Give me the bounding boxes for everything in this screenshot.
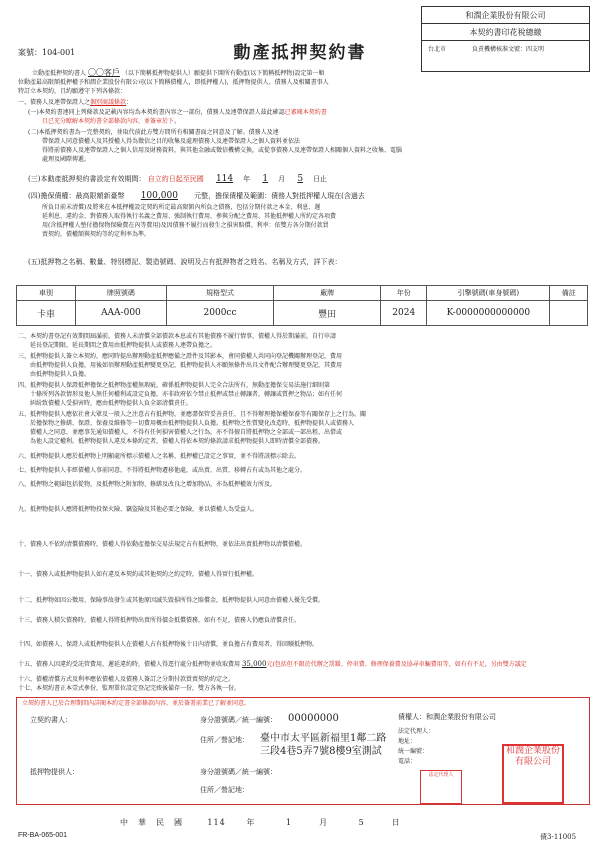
header-engine: 引擎號碼(車身號碼) xyxy=(427,286,550,301)
clause1-b4: 處理及國際傳遞。 xyxy=(42,156,91,163)
header-spec: 規格型式 xyxy=(166,286,273,301)
cell-year: 2024 xyxy=(381,301,427,326)
header-note: 備註 xyxy=(550,286,588,301)
clause14: 十四、如債務人、保證人或抵押物提供人在債權人占有抵押物後十日內清償，並負擔占有費用者，得回贖抵押物。 xyxy=(18,641,319,648)
table-header-row xyxy=(17,286,588,301)
id-value: 00000000 xyxy=(288,713,339,724)
cell-type: 卡車 xyxy=(17,301,76,326)
cell-note xyxy=(550,301,588,326)
stamp-office: 台北市 xyxy=(428,46,447,53)
clause3c: 由抵押物提供人負擔。 xyxy=(18,371,91,378)
form-version: 債3-11005 xyxy=(540,833,577,841)
clause10: 十、債務人不依約清償債務時，債權人得依動產擔保交易法規定占有抵押物，並依法出賣抵押物以清償債權。 xyxy=(18,541,307,548)
clause3a: 三、抵押物提供人簽立本契約，應同時提出辦理動產抵押應備之證件及其影本，會同債權人共同向登記機關辦理登記，費用 xyxy=(18,353,343,360)
rep-label: 法定代理人： xyxy=(398,728,435,735)
intro-line1: 立動產抵押契約書人 〇〇客戶 （以下簡稱抵押物提供人）願提供下開所有動產(以下簡稱抵押物)設定第一順 xyxy=(32,68,325,77)
clause11: 十一、債務人或抵押物提供人如有違反本契約或其他契約之約定時，債權人得實行抵押權。 xyxy=(18,571,259,578)
clause1-a1: (一)本契約書連同上列條款及記載內容均為本契約書內容之一部份，債務人及連帶保證人茲此確認已審閱本契約書 xyxy=(28,109,327,116)
clause1-d5: 賣契約，債權額與契約等約定利率為準。 xyxy=(42,231,151,238)
clause1-d3: 延利息、違約金、對債務人取得執行名義之費用、強制執行費用、參與分配之費用、其他抵押權人所約定各項費 xyxy=(42,213,337,220)
clause9: 九、抵押物提供人應將抵押物投保火險、竊盜險及其他必要之保險，並以債權人為受益人。 xyxy=(18,506,259,513)
clause12: 十二、抵押物如因公徵用、保險事故發生或其他原因滅失毀損所得之賠償金，抵押物提供人同意由債權人優先受償。 xyxy=(18,597,325,604)
stamp-ref: 負責機構核准文號：四支明 xyxy=(472,46,545,53)
cell-engine: K-0000000000000 xyxy=(427,301,550,326)
id-label2: 身分證號碼／統一編號： xyxy=(200,768,277,776)
cell-plate: AAA-000 xyxy=(75,301,166,326)
clause5a: 五、抵押物提供人應依社會大眾及一般人之注意占有抵押物，並應盡保管妥善責任，且不得辦理擔保權保養等有關保存上之行為。關 xyxy=(18,411,367,418)
notice-line: 立契約書人已於合理期間內詳閱本約定書全部條款內容，並於簽署前業已了解並同意。 xyxy=(22,700,251,707)
tax-label: 統一編號： xyxy=(398,748,429,755)
doc-number: 案號：104-001 xyxy=(18,48,76,57)
cell-spec: 2000cc xyxy=(166,301,273,326)
addr-label: 住所／營記地： xyxy=(200,736,249,744)
clause2a: 二、本契約書登記有效期間屆滿前，債務人未清償全部債款本息或有其他債務不履行情事，債權人得於期滿前，自行申請 xyxy=(18,333,337,340)
clause17: 十七、本契約書正本壹式參份，監理單位設定登記完竣後備存一份，雙方各執一份。 xyxy=(18,685,241,692)
clause1-heading: 一、債務人及連帶保證人之個別商議條款： xyxy=(18,99,133,106)
table-row xyxy=(17,301,588,326)
clause13: 十三、債務人積欠債務時，債權人得將抵押物出賣所得價金抵償債務，如有不足，債務人仍應負清償責任。 xyxy=(18,617,301,624)
clause5d: 為他人設定權利。抵押物提供人違反本條約定者，債權人得依本契約條款請求抵押物提供人即時清償全部債務。 xyxy=(18,438,325,445)
addr-line1: 臺中市太平區新福里1鄰二路 xyxy=(260,733,387,744)
id-label: 身分證號碼／統一編號： xyxy=(200,716,277,724)
form-code: FR-BA-065-001 xyxy=(18,832,68,839)
stamp-approval: 本契約書印花稅總繳 xyxy=(469,28,542,37)
clause15: 十五、債務人因違約受託管費用，遲延違約時，債權人得逕行處分抵押物並收取費用 35,000元(包括但不限於代辦之罰鍰、停車費、修理保養費及協尋車輛費用等，如有有不足，另由雙方議定 xyxy=(18,660,527,668)
header-plate: 牌照號碼 xyxy=(75,286,166,301)
mortgagor-name: 〇〇客戶 xyxy=(87,68,120,77)
vehicle-table xyxy=(16,285,588,326)
clause8: 八、抵押物之範圍包括從物，及抵押物之附加物、修繕及改良之增加物品，亦為抵押權效力所及。 xyxy=(18,481,277,488)
representative-seal: 法定代理人 xyxy=(420,770,462,804)
provider-label: 抵押物提供人： xyxy=(30,768,79,776)
clause1-a2: 且已充分瞭解本契約書全部條款內容，並簽章於下。 xyxy=(42,118,181,125)
clause1-b1: (二)本抵押契約書為一完整契約，並取代前此方雙方間所有相關書面之同意及了解。債務人及連 xyxy=(28,129,279,136)
clause7: 七、抵押物提供人非經債權人事前同意，不得將抵押物遷移他處，或出賣、出質、移轉占有或為其他之處分。 xyxy=(18,467,307,474)
clause1-amount: (四)擔保債權：最高限額新臺幣 100,000 元整，擔保債權及範圍：債務人對抵押權人現在(含過去 xyxy=(28,191,365,201)
addr-line2: 三段4巷5弄7號8樓9室測試 xyxy=(260,746,382,757)
clause5b: 於擔保物之修繕、保證、保養及維修等一切費用概由抵押物提供人負擔。抵押物之性質變化改造時，抵押物提供人或債務人 xyxy=(18,420,355,427)
clause5c: 債權人之同意，並應事先通知債權人，不得有任何損害債權人之行為，亦不得擅自將抵押物之全部或一部出租、出借或 xyxy=(18,429,343,436)
page-title: 動產抵押契約書 xyxy=(233,43,367,63)
creditor-label: 債權人：和潤企業股份有限公司 xyxy=(398,713,496,721)
clause4c: 糾紛致債權人受損害時，應由抵押物提供人負全部清償責任。 xyxy=(18,400,193,407)
clause4a: 四、抵押物提供人保證抵押擔保之抵押物產權無瑕疵，確係抵押物提供人完全合法所有，無動產擔保交易法施行細則第 xyxy=(18,382,331,389)
stamp-company: 和潤企業股份有限公司 xyxy=(465,11,546,20)
clause1-d4: 用(含抵押權人墊付擔保物保險費在內等費用)及因債務不履行而發生之損害賠償。利率：依雙方各分期付款買 xyxy=(42,222,329,229)
clause1-b2: 帶保證人同意債權人及其授權人得為徵信之目的收集及處理債務人及連帶保證人之個人資料並依法 xyxy=(42,138,301,145)
clause2b: 延長登記期限，延長期間之費用由抵押物提供人或債務人連帶負擔之。 xyxy=(18,342,217,349)
clause-vehicle-intro: (五)抵押物之名稱、數量、特別標記、製造號碼、說明及占有抵押物者之姓名、名稱及方式，詳下表： xyxy=(28,258,342,266)
intro-line3: 特訂立本契約，且約願遵守下列各條款： xyxy=(18,88,127,95)
company-seal: 和潤企業股份有限公司 xyxy=(502,744,564,804)
addr-label2: 住所／營記地： xyxy=(200,786,249,794)
clause3b: 由抵押物提供人負擔，用後如須辦理動產抵押變更登記，抵押物提供人亦願無條件出具文件配合辦理變更登記，其費用 xyxy=(18,362,343,369)
mortgagor-label: 立契約書人： xyxy=(30,716,72,724)
clause1-period: (三)本動產抵押契約書設定有效期間： 自立約日起至民國 114 年 1 月 5 日止 xyxy=(28,174,328,184)
phone-label: 電話： xyxy=(398,758,417,765)
address-label: 地址： xyxy=(398,738,417,745)
header-brand: 廠牌 xyxy=(274,286,381,301)
header-year: 年份 xyxy=(381,286,427,301)
header-type: 車別 xyxy=(17,286,76,301)
clause4b: 十條所列各款情形及他人無任何權利或設定負擔，亦非政府依令禁止抵押或禁止轉讓者，轉讓或質押之物品；如有任何 xyxy=(18,391,343,398)
clause6: 六、抵押物提供人應於抵押物上明顯處所標示債權人之名稱、抵押權已設定之事實，並不得將該標示除去。 xyxy=(18,453,301,460)
clause1-d2: 所負目前未清償)及將來在本抵押權設定契約所定最高限額內所負之債務，包括分期付款之本金、利息、遲 xyxy=(42,204,321,211)
footer-date: 中 華 民 國 114 年 1 月 5 日 xyxy=(120,818,401,827)
clause16: 十六、債權清償方式及利率應依債權人及債務人簽訂之分期付款買賣契約約定之。 xyxy=(18,676,235,683)
cell-brand: 豐田 xyxy=(274,301,381,326)
intro-line2: 位動產最高限額抵押權予和潤企業股份有限公司(以下簡稱債權人，即抵押權人)，抵押物提供人、債務人及相關書事人 xyxy=(18,79,329,86)
clause1-b3: 得將前債務人及連帶保證人之個人信用及財務資料，與其他金融或徵信機構交換，或從事債務人及連帶保證人相關個人資料之收集、電腦 xyxy=(42,147,403,154)
